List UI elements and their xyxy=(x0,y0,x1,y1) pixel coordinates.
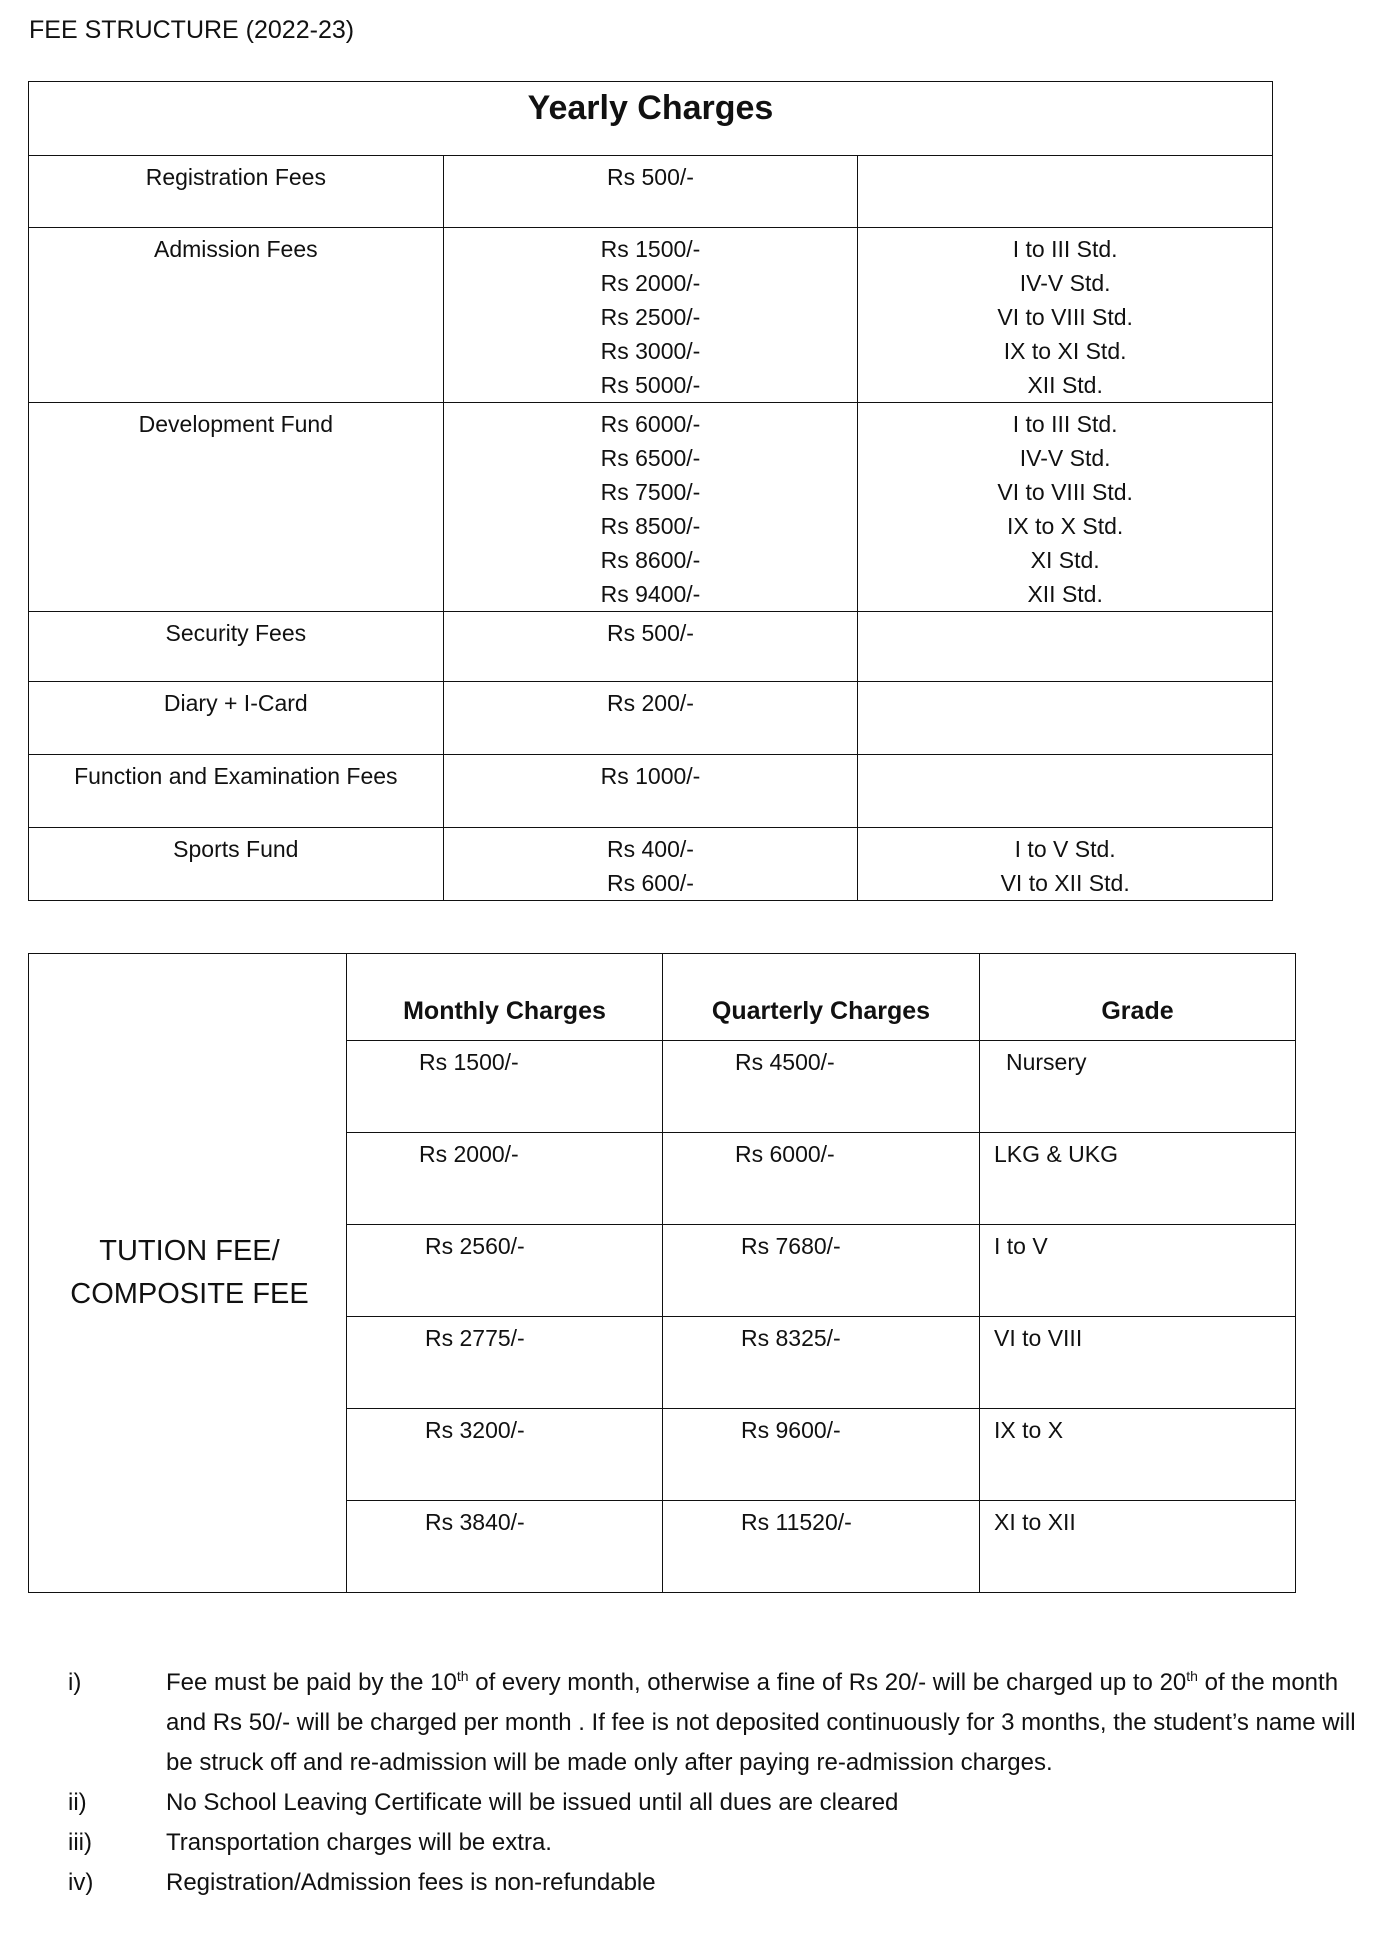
grade: VI to VIII xyxy=(980,1317,1296,1409)
fee-amount: Rs 2000/- xyxy=(600,270,701,296)
quarterly-charge: Rs 6000/- xyxy=(663,1133,980,1225)
monthly-charges-header: Monthly Charges xyxy=(347,954,663,1041)
note-text: Fee must be paid by the 10th of every month, otherwise a fine of Rs 20/- will be charged up to 20th of the month and Rs 50/- will be charged per month . If fee is not deposited continuously for 3 months, the student’s name will be struck off and re-admission will be made only after paying re-admission charges. xyxy=(166,1668,1356,1776)
tuition-label-line2: COMPOSITE FEE xyxy=(70,1278,309,1310)
fee-amount: Rs 1500/- xyxy=(600,236,701,262)
note-number: iv) xyxy=(68,1869,94,1896)
fee-grades xyxy=(858,755,1273,828)
table-row xyxy=(29,156,1273,228)
yearly-charges-table xyxy=(28,81,1273,901)
fee-amount: Rs 2500/- xyxy=(600,304,701,330)
quarterly-charge: Rs 8325/- xyxy=(663,1317,980,1409)
fee-amounts xyxy=(443,403,858,612)
table-row xyxy=(29,755,1273,828)
quarterly-charge: Rs 7680/- xyxy=(663,1225,980,1317)
monthly-charge: Rs 3200/- xyxy=(347,1409,663,1501)
table-row xyxy=(29,228,1273,403)
fee-grade: I to III Std. xyxy=(1012,411,1118,437)
quarterly-charge: Rs 9600/- xyxy=(663,1409,980,1501)
fee-amounts xyxy=(443,755,858,828)
fee-grades xyxy=(858,682,1273,755)
yearly-charges-header: Yearly Charges xyxy=(29,82,1273,156)
table-row xyxy=(29,612,1273,682)
fee-grade: VI to XII Std. xyxy=(1000,870,1130,896)
fee-name: Admission Fees xyxy=(29,228,444,403)
note-number: i) xyxy=(68,1669,82,1696)
fee-grades xyxy=(858,612,1273,682)
notes-list xyxy=(0,1663,1380,1903)
grade: Nursery xyxy=(980,1041,1296,1133)
quarterly-charge: Rs 4500/- xyxy=(663,1041,980,1133)
fee-amounts xyxy=(443,682,858,755)
fee-amount: Rs 8500/- xyxy=(600,513,701,539)
tuition-fee-label xyxy=(29,954,347,1593)
fee-amount: Rs 1000/- xyxy=(600,763,701,789)
grade: XI to XII xyxy=(980,1501,1296,1593)
quarterly-charges-header: Quarterly Charges xyxy=(663,954,980,1041)
fee-amount: Rs 200/- xyxy=(607,690,694,716)
fee-amount: Rs 500/- xyxy=(607,620,694,646)
fee-amount: Rs 5000/- xyxy=(600,372,701,398)
fee-grade: XII Std. xyxy=(1027,581,1103,607)
fee-grade: IV-V Std. xyxy=(1019,270,1111,296)
monthly-charge: Rs 3840/- xyxy=(347,1501,663,1593)
fee-amount: Rs 400/- xyxy=(607,836,694,862)
fee-name: Development Fund xyxy=(29,403,444,612)
grade: IX to X xyxy=(980,1409,1296,1501)
note-item xyxy=(0,1823,1380,1863)
monthly-charge: Rs 2775/- xyxy=(347,1317,663,1409)
fee-amount: Rs 9400/- xyxy=(600,581,701,607)
fee-grade: IX to X Std. xyxy=(1006,513,1124,539)
fee-amount: Rs 8600/- xyxy=(600,547,701,573)
grade-header: Grade xyxy=(980,954,1296,1041)
fee-amount: Rs 7500/- xyxy=(600,479,701,505)
fee-amount: Rs 6500/- xyxy=(600,445,701,471)
fee-name: Security Fees xyxy=(29,612,444,682)
note-item xyxy=(0,1863,1380,1903)
grade: LKG & UKG xyxy=(980,1133,1296,1225)
fee-grades xyxy=(858,156,1273,228)
fee-grade: IX to XI Std. xyxy=(1003,338,1127,364)
quarterly-charge: Rs 11520/- xyxy=(663,1501,980,1593)
table-row xyxy=(29,828,1273,901)
table-row xyxy=(29,403,1273,612)
fee-amount: Rs 3000/- xyxy=(600,338,701,364)
fee-grades xyxy=(858,403,1273,612)
fee-amounts xyxy=(443,828,858,901)
fee-name: Sports Fund xyxy=(29,828,444,901)
page-title: FEE STRUCTURE (2022-23) xyxy=(29,16,355,44)
fee-grade: XII Std. xyxy=(1027,372,1103,398)
table-row xyxy=(29,682,1273,755)
note-item xyxy=(0,1783,1380,1823)
fee-grade: VI to VIII Std. xyxy=(997,479,1133,505)
fee-name: Function and Examination Fees xyxy=(29,755,444,828)
fee-amount: Rs 500/- xyxy=(607,164,694,190)
fee-grade: IV-V Std. xyxy=(1019,445,1111,471)
fee-grade: VI to VIII Std. xyxy=(997,304,1133,330)
fee-grades xyxy=(858,828,1273,901)
note-text: No School Leaving Certificate will be issued until all dues are cleared xyxy=(166,1789,899,1816)
grade: I to V xyxy=(980,1225,1296,1317)
fee-name: Registration Fees xyxy=(29,156,444,228)
fee-grade: XI Std. xyxy=(1030,547,1100,573)
tuition-label-line1: TUTION FEE/ xyxy=(99,1235,280,1267)
fee-grades xyxy=(858,228,1273,403)
note-number: iii) xyxy=(68,1829,92,1856)
monthly-charge: Rs 2560/- xyxy=(347,1225,663,1317)
note-number: ii) xyxy=(68,1789,87,1816)
note-text: Registration/Admission fees is non-refundable xyxy=(166,1869,656,1896)
fee-grade: I to V Std. xyxy=(1014,836,1116,862)
fee-grade: I to III Std. xyxy=(1012,236,1118,262)
fee-amounts xyxy=(443,228,858,403)
fee-amounts xyxy=(443,156,858,228)
tuition-fee-table xyxy=(28,953,1296,1593)
fee-name: Diary + I-Card xyxy=(29,682,444,755)
fee-amount: Rs 600/- xyxy=(607,870,694,896)
note-item xyxy=(0,1663,1380,1783)
fee-amounts xyxy=(443,612,858,682)
monthly-charge: Rs 1500/- xyxy=(347,1041,663,1133)
note-text: Transportation charges will be extra. xyxy=(166,1829,552,1856)
fee-amount: Rs 6000/- xyxy=(600,411,701,437)
monthly-charge: Rs 2000/- xyxy=(347,1133,663,1225)
